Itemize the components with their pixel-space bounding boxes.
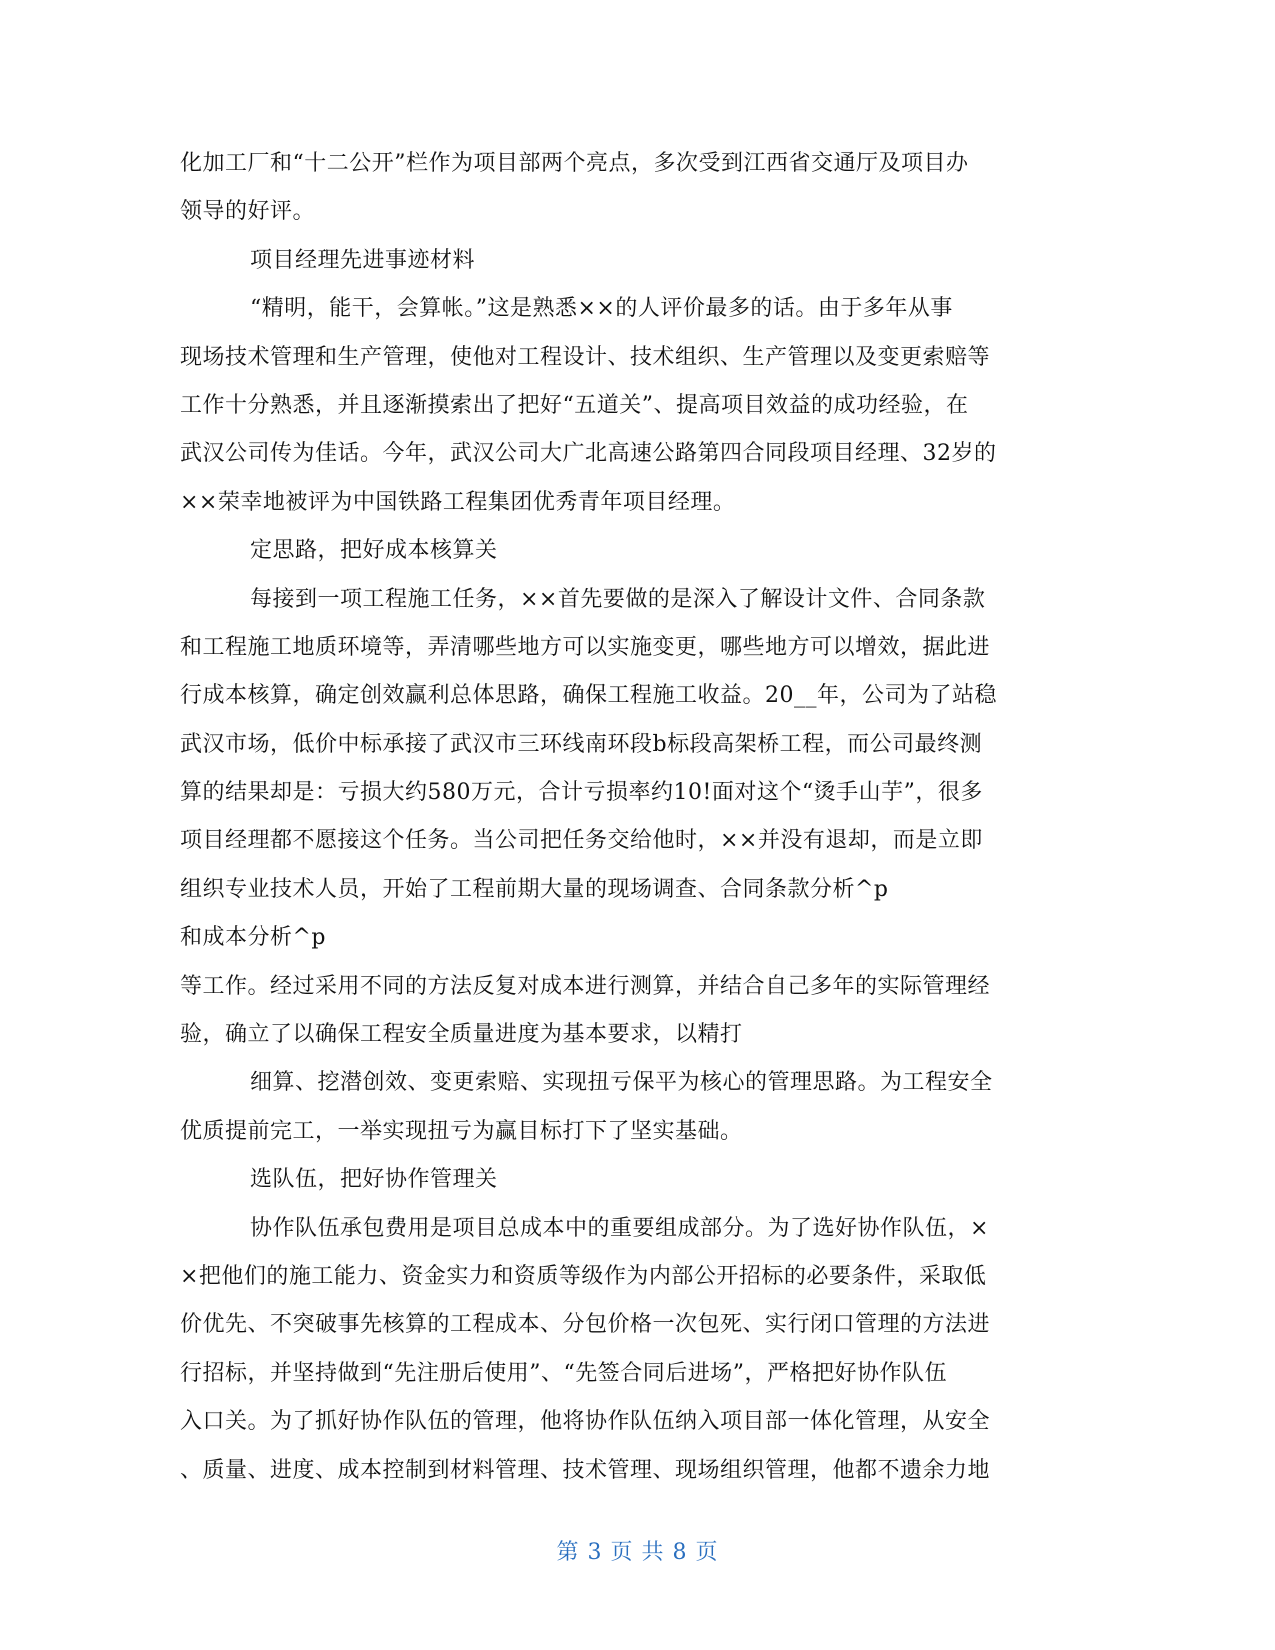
text-line: 入口关。为了抓好协作队伍的管理，他将协作队伍纳入项目部一体化管理，从安全 [180,1409,991,1435]
text-line: 细算、挖潜创效、变更索赔、实现扭亏保平为核心的管理思路。为工程安全 [250,1070,993,1096]
text-line: 选队伍，把好协作管理关 [250,1167,498,1193]
text-line: 等工作。经过采用不同的方法反复对成本进行测算，并结合自己多年的实际管理经 [180,973,991,999]
text-line: 行成本核算，确定创效赢利总体思路，确保工程施工收益。20__年，公司为了站稳 [180,683,997,709]
text-line: ××荣幸地被评为中国铁路工程集团优秀青年项目经理。 [180,489,736,515]
text-line: 每接到一项工程施工任务，××首先要做的是深入了解设计文件、合同条款 [250,586,986,612]
text-line: 行招标，并坚持做到“先注册后使用”、“先签合同后进场”，严格把好协作队伍 [180,1360,947,1386]
text-line: 工作十分熟悉，并且逐渐摸索出了把好“五道关”、提高项目效益的成功经验，在 [180,392,969,418]
page-footer [0,1535,1275,1566]
text-line: 武汉市场，低价中标承接了武汉市三环线南环段b标段高架桥工程，而公司最终测 [180,731,983,757]
text-line: “精明，能干，会算帐。”这是熟悉××的人评价最多的话。由于多年从事 [250,296,953,322]
text-line: 项目经理都不愿接这个任务。当公司把任务交给他时，××并没有退却，而是立即 [180,828,983,854]
text-line: 、质量、进度、成本控制到材料管理、技术管理、现场组织管理，他都不遗余力地 [180,1457,991,1483]
document-body [180,140,1092,1495]
text-line: 和成本分析^p [180,925,327,951]
text-line: 和工程施工地质环境等，弄清哪些地方可以实施变更，哪些地方可以增效，据此进 [180,634,991,660]
text-line: 价优先、不突破事先核算的工程成本、分包价格一次包死、实行闭口管理的方法进 [180,1312,991,1338]
text-line: 协作队伍承包费用是项目总成本中的重要组成部分。为了选好协作队伍，× [250,1215,989,1241]
text-line: 验，确立了以确保工程安全质量进度为基本要求，以精打 [180,1022,743,1048]
text-line: ×把他们的施工能力、资金实力和资质等级作为内部公开招标的必要条件，采取低 [180,1263,987,1289]
text-line: 算的结果却是：亏损大约580万元，合计亏损率约10!面对这个“烫手山芋”，很多 [180,780,983,806]
page-number: 第 3 页 共 8 页 [556,1540,719,1565]
text-line: 领导的好评。 [180,199,316,225]
text-line: 武汉公司传为佳话。今年，武汉公司大广北高速公路第四合同段项目经理、32岁的 [180,441,997,467]
text-line: 现场技术管理和生产管理，使他对工程设计、技术组织、生产管理以及变更索赔等 [180,344,991,370]
text-line: 化加工厂和“十二公开”栏作为项目部两个亮点，多次受到江西省交通厅及项目办 [180,151,969,176]
text-line: 项目经理先进事迹材料 [250,247,476,273]
text-line: 定思路，把好成本核算关 [250,538,498,564]
text-line: 组织专业技术人员，开始了工程前期大量的现场调查、合同条款分析^p [180,876,889,902]
text-line: 优质提前完工，一举实现扭亏为赢目标打下了坚实基础。 [180,1118,743,1144]
